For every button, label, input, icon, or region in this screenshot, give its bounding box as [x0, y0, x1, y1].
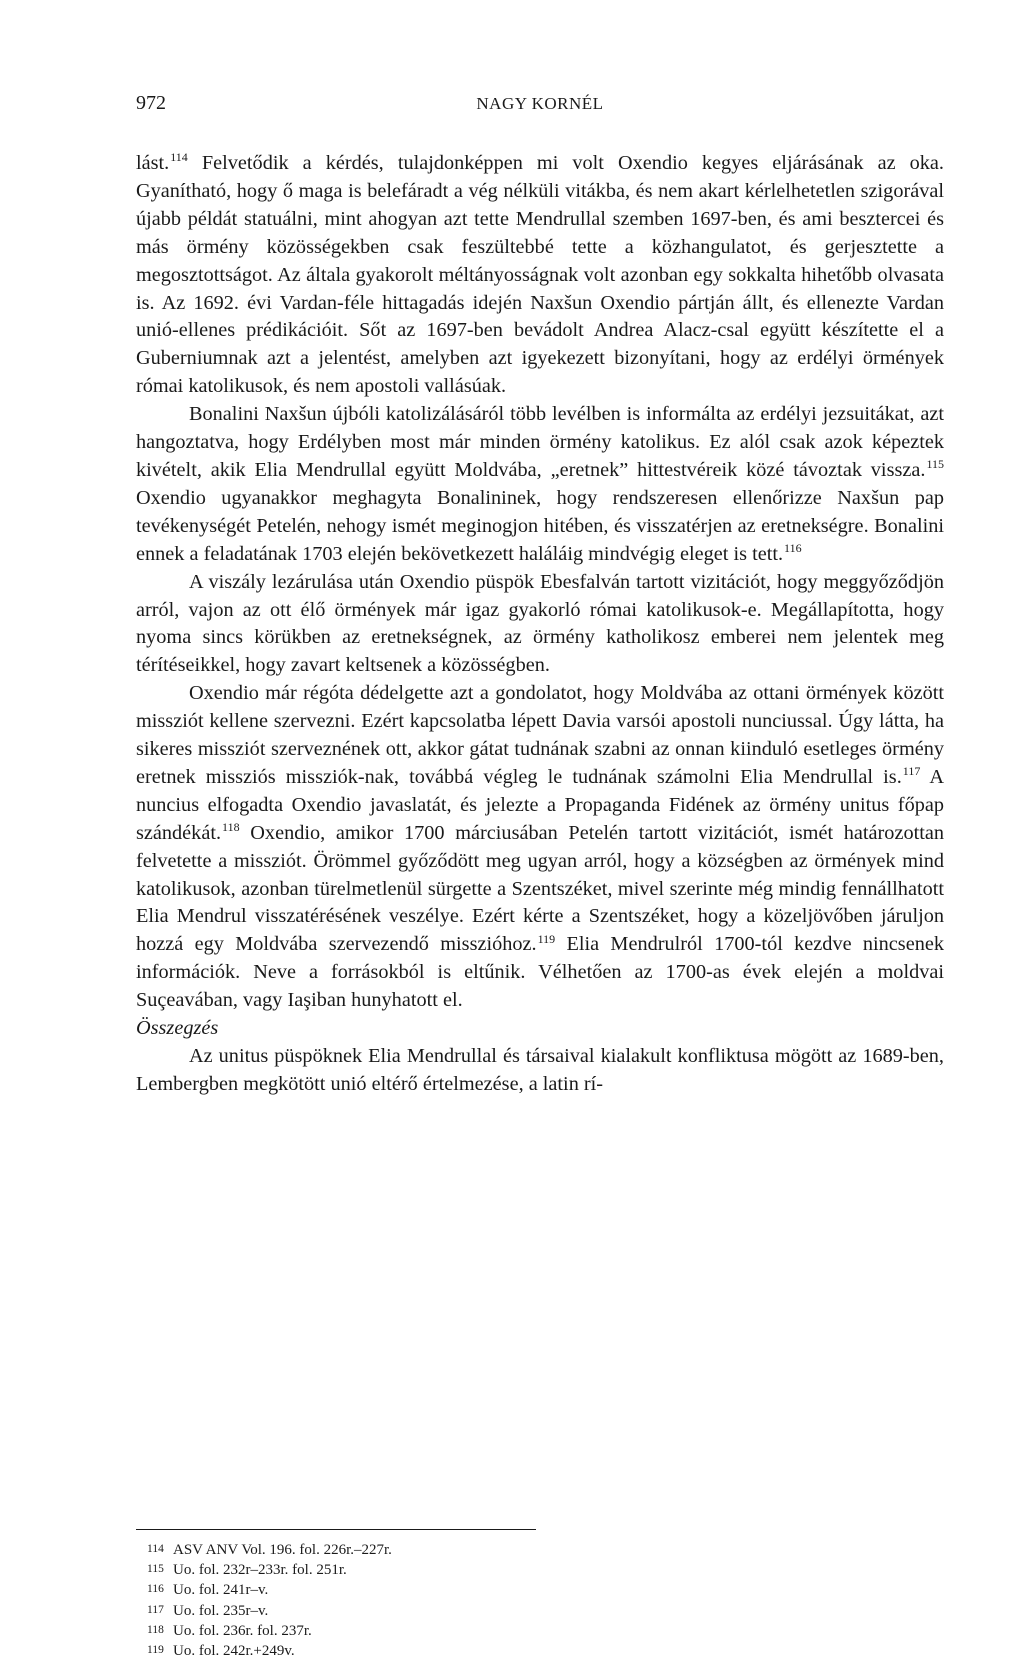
footnote-number: 116 [147, 1583, 164, 1596]
text-run: A nuncius elfogadta Oxendio javaslatát, és jelezte a Propaganda Fidének az örmény unitus főpap szándékát. [136, 765, 944, 844]
page-number: 972 [136, 92, 166, 114]
footnote-number: 119 [147, 1644, 164, 1657]
section-heading: Összegzés [136, 1017, 219, 1040]
footnote-ref-119[interactable]: 119 [537, 931, 556, 946]
text-run: Felvetődik a kérdés, tulajdonképpen mi volt Oxendio kegyes eljárásának az oka. Gyanítható, hogy ő maga is belefáradt a vég nélküli vitákba, és nem akart kérlelhetetlen szigorával újabb példát statuálni, mint ahogyan azt tette Mendrullal szemben 1697-ben, és ami besztercei és más örmény közösségekben csak feszültebbé tette a közhangulatot, és gerjesztette a megosztottságot. Az általa gyakorolt méltányosságnak volt azonban egy sokkalta hihetőbb olvasata is. Az 1692. évi Vardan-féle hittagadás idején Naxšun Oxendio pártján állt, és ellenezte Vardan unió-ellenes prédikációit. Sőt az 1697-ben bevádolt Andrea Alacz-csal együtt készítette el a Guberniumnak azt a jelentést, amelyben azt igyekezett bizonyítani, hogy az erdélyi örmények római katolikusok, és nem apostoli vallásúak. [136, 152, 944, 398]
footnote-ref-118[interactable]: 118 [222, 819, 240, 834]
running-header [136, 92, 944, 122]
text-run: lást. [136, 152, 170, 174]
footnote-ref-117[interactable]: 117 [902, 764, 921, 779]
text-run: Az unitus püspöknek Elia Mendrullal és társaival kialakult konfliktusa mögött az 1689-ben, Lembergben megkötött unió eltérő értelmezése, a latin rí- [136, 1045, 944, 1095]
paragraph-5 [136, 1043, 944, 1099]
footnote-number: 115 [147, 1563, 164, 1576]
footnote-ref-114[interactable]: 114 [170, 150, 188, 165]
footnote [147, 1540, 847, 1560]
text-run: Bonalini Naxšun újbóli katolizálásáról több levélben is informálta az erdélyi jezsuitákat, azt hangoztatva, hogy Erdélyben most már minden örmény katolikus. Ez alól csak azok képeztek kivételt, akik Elia Mendrullal együtt Moldvába, „eretnek” hittestvéreik közé távoztak vissza. [136, 403, 944, 481]
footnote-ref-116[interactable]: 116 [784, 540, 802, 555]
footnote-text: Uo. fol. 242r.+249v. [173, 1643, 295, 1660]
footnote-text: Uo. fol. 235r–v. [173, 1602, 269, 1619]
paragraph-3 [136, 569, 944, 681]
paragraph-2 [136, 401, 944, 568]
footnote [147, 1621, 847, 1641]
text-run: Oxendio már régóta dédelgette azt a gondolatot, hogy Moldvába az ottani örmények között missziót kellene szervezni. Ezért kapcsolatba lépett Davia varsói apostoli nunciussal. Úgy látta, ha sikeres missziót szerveznének ott, akkor gátat tudnának szabni az onnan kiinduló esetleges örmény eretnek missziós missziók-nak, továbbá végleg le tudnának számolni Elia Mendrullal is. [136, 682, 944, 788]
main-text [136, 150, 944, 1099]
footnote [147, 1641, 847, 1661]
text-run: Oxendio ugyanakkor meghagyta Bonalininek, hogy rendszeresen ellenőrizze Naxšun pap tevékenységét Petelén, nehogy ismét meginogjon hitében, és visszatérjen az eretnekségre. Bonalini ennek a feladatának 1703 elején bekövetkezett haláláig mindvégig eleget is tett. [136, 486, 944, 565]
footnotes [147, 1540, 847, 1661]
footnote-text: ASV ANV Vol. 196. fol. 226r.–227r. [173, 1542, 392, 1558]
footnote [147, 1580, 847, 1600]
text-run: Elia Mendrulról 1700-tól kezdve nincsenek információk. Neve a forrásokból is eltűnik. Vélhetően az 1700-as évek elején a moldvai Suçeavában, vagy Iaşiban hunyhatott el. [136, 933, 944, 1012]
footnote-text: Uo. fol. 241r–v. [173, 1582, 269, 1599]
footnote-ref-115[interactable]: 115 [926, 457, 944, 472]
footnote-text: Uo. fol. 236r. fol. 237r. [173, 1622, 312, 1639]
running-title: NAGY KORNÉL [476, 94, 604, 113]
paragraph-1 [136, 150, 944, 401]
footnote [147, 1601, 847, 1621]
footnote-text: Uo. fol. 232r–233r. fol. 251r. [173, 1562, 347, 1579]
footnote [147, 1560, 847, 1580]
paragraph-4 [136, 680, 944, 1015]
footnote-number: 114 [147, 1543, 164, 1555]
footnote-number: 117 [147, 1603, 164, 1616]
footnote-number: 118 [147, 1623, 164, 1636]
footnote-rule [136, 1529, 536, 1530]
text-run: Oxendio, amikor 1700 márciusában Petelén tartott vizitációt, ismét határozottan felvetette a missziót. Örömmel győződött meg ugyan arról, hogy a községben az örmények mind katolikusok, azonban türelmetlenül sürgette a Szentszéket, mivel szerinte még mindig fennállhatott Elia Mendrul visszatérésének veszélye. Ezért kérte a Szentszéket, hogy a közeljövőben járuljon hozzá egy Moldvába szervezendő misszióhoz. [136, 821, 944, 956]
text-run: A viszály lezárulása után Oxendio püspök Ebesfalván tartott vizitációt, hogy meggyőződjön arról, vajon az ott élő örmények már igaz gyakorló római katolikusok-e. Megállapította, hogy nyoma sincs körükben az eretnekségnek, az örmény katholikosz emberei nem jelentek meg térítéseikkel, hogy zavart keltsenek a közösségben. [136, 570, 944, 677]
